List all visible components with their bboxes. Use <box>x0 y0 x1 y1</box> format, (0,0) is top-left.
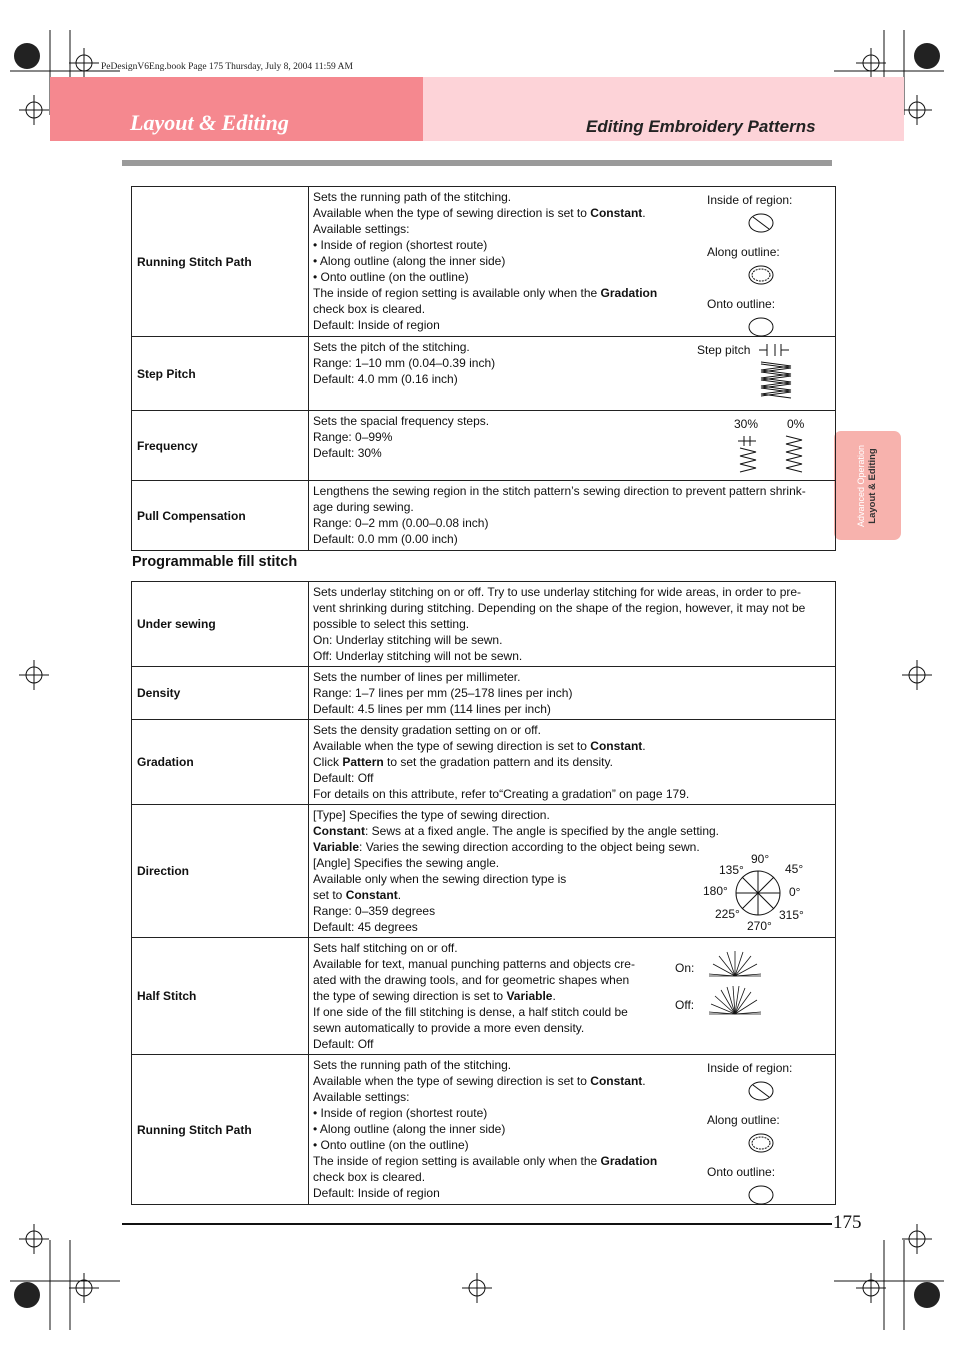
figure-label: Onto outline: <box>707 297 776 311</box>
step-pitch-figure <box>697 342 750 358</box>
half-stitch-off-icon <box>707 986 763 1016</box>
figure-label: Inside of region: <box>707 1061 793 1075</box>
desc-line: vent shrinking during stitching. Depending on the shape of the region, however, it may not be <box>313 601 806 615</box>
desc-line: Sets the running path of the stitching. <box>313 190 512 204</box>
angle-label: 45° <box>785 862 804 876</box>
angle-label: 135° <box>719 863 744 877</box>
desc-line: Default: Off <box>313 771 374 785</box>
desc-line: • Along outline (along the inner side) <box>313 254 506 268</box>
figure-label: Along outline: <box>707 245 780 259</box>
desc-line: Sets the pitch of the stitching. <box>313 340 470 354</box>
desc-line: Sets underlay stitching on or off. Try to use underlay stitching for wide areas, in order to pre- <box>313 585 802 599</box>
running-path-figure <box>707 192 792 338</box>
desc-line: Default: Inside of region <box>313 318 440 332</box>
angle-label: 90° <box>751 852 770 866</box>
angle-label: 270° <box>747 919 772 933</box>
step-pitch-icon <box>757 342 797 404</box>
top-rule <box>122 160 832 166</box>
desc-line: Default: 4.5 lines per mm (114 lines per inch) <box>313 702 551 716</box>
attribute-name: Running Stitch Path <box>132 187 309 337</box>
desc-line: Lengthens the sewing region in the stitch pattern’s sewing direction to prevent pattern shrink- <box>313 484 806 498</box>
desc-line: The inside of region setting is available only when the Gradation <box>313 1154 658 1168</box>
desc-line: Click Pattern to set the gradation pattern and its density. <box>313 755 613 769</box>
desc-line: The inside of region setting is available only when the Gradation <box>313 286 658 300</box>
figure-label: 30% <box>734 417 759 431</box>
desc-line: Off: Underlay stitching will not be sewn. <box>313 649 523 663</box>
along-outline-icon <box>747 264 777 286</box>
onto-outline-icon <box>747 316 777 338</box>
table-row <box>132 481 836 551</box>
along-outline-icon <box>747 1132 777 1154</box>
attribute-name: Step Pitch <box>132 337 309 411</box>
direction-figure <box>703 851 813 935</box>
desc-line: Sets the running path of the stitching. <box>313 1058 512 1072</box>
attribute-name: Under sewing <box>132 582 309 667</box>
desc-line: Range: 1–10 mm (0.04–0.39 inch) <box>313 356 496 370</box>
inside-region-icon <box>747 212 777 234</box>
desc-line: possible to select this setting. <box>313 617 470 631</box>
figure-label: Step pitch <box>697 343 751 357</box>
side-tab-line2: Layout & Editing <box>867 448 878 524</box>
desc-line: Range: 1–7 lines per mm (25–178 lines per inch) <box>313 686 573 700</box>
bottom-rule <box>122 1223 832 1225</box>
table-row <box>132 805 836 938</box>
figure-label: Off: <box>675 998 695 1012</box>
desc-line: • Inside of region (shortest route) <box>313 238 488 252</box>
half-stitch-figure <box>675 950 785 1020</box>
desc-line: Sets half stitching on or off. <box>313 941 458 955</box>
desc-line: Available when the type of sewing direction is set to Constant. <box>313 206 646 220</box>
desc-line: Default: 45 degrees <box>313 920 418 934</box>
desc-line: For details on this attribute, refer to“Creating a gradation” on page 179. <box>313 787 690 801</box>
desc-line: Sets the density gradation setting on or off. <box>313 723 541 737</box>
frequency-icon <box>734 434 814 476</box>
desc-line: Variable: Varies the sewing direction according to the object being sewn. <box>313 840 700 854</box>
subheading: Programmable fill stitch <box>132 554 298 570</box>
desc-line: [Type] Specifies the type of sewing direction. <box>313 808 550 822</box>
attribute-name: Gradation <box>132 720 309 805</box>
desc-line: Range: 0–99% <box>313 430 393 444</box>
desc-line: Default: Inside of region <box>313 1186 440 1200</box>
page-number: 175 <box>833 1212 862 1233</box>
programmable-fill-table <box>131 581 836 1205</box>
table-row <box>132 187 836 337</box>
attribute-name: Direction <box>132 805 309 938</box>
figure-label: On: <box>675 961 695 975</box>
desc-line: Default: 30% <box>313 446 382 460</box>
desc-line: the type of sewing direction is set to Variable. <box>313 989 556 1003</box>
angle-label: 0° <box>789 885 801 899</box>
desc-line: Sets the spacial frequency steps. <box>313 414 490 428</box>
desc-line: Range: 0–2 mm (0.00–0.08 inch) <box>313 516 489 530</box>
table-row <box>132 1055 836 1205</box>
figure-label: Inside of region: <box>707 193 793 207</box>
angle-label: 180° <box>703 884 728 898</box>
file-info: PeDesignV6Eng.book Page 175 Thursday, July 8, 2004 11:59 AM <box>101 62 353 72</box>
table-row <box>132 938 836 1055</box>
attribute-name: Running Stitch Path <box>132 1055 309 1205</box>
desc-line: Available settings: <box>313 222 410 236</box>
desc-line: ated with the drawing tools, and for geometric shapes when <box>313 973 630 987</box>
figure-label: Along outline: <box>707 1113 780 1127</box>
desc-line: Constant: Sews at a fixed angle. The angle is specified by the angle setting. <box>313 824 719 838</box>
desc-line: • Inside of region (shortest route) <box>313 1106 488 1120</box>
desc-line: check box is cleared. <box>313 302 426 316</box>
desc-line: Default: 0.0 mm (0.00 inch) <box>313 532 458 546</box>
figure-label: Onto outline: <box>707 1165 776 1179</box>
angle-label: 315° <box>779 908 804 922</box>
desc-line: Default: Off <box>313 1037 374 1051</box>
desc-line: sewn automatically to provide a more even density. <box>313 1021 585 1035</box>
desc-line: • Onto outline (on the outline) <box>313 270 469 284</box>
desc-line: Default: 4.0 mm (0.16 inch) <box>313 372 458 386</box>
desc-line: check box is cleared. <box>313 1170 426 1184</box>
chapter-title: Editing Embroidery Patterns <box>586 117 816 136</box>
side-tab[interactable] <box>834 431 901 540</box>
section-title: Layout & Editing <box>130 110 289 135</box>
onto-outline-icon <box>747 1184 777 1206</box>
attribute-name: Frequency <box>132 411 309 481</box>
table-row <box>132 667 836 720</box>
desc-line: Available only when the sewing direction type is <box>313 872 567 886</box>
running-path-figure <box>707 1060 792 1206</box>
attribute-name: Density <box>132 667 309 720</box>
angle-label: 225° <box>715 907 740 921</box>
side-tab-line1: Advanced Operation <box>856 444 866 528</box>
desc-line: • Onto outline (on the outline) <box>313 1138 469 1152</box>
desc-line: Sets the number of lines per millimeter. <box>313 670 521 684</box>
desc-line: Range: 0–359 degrees <box>313 904 436 918</box>
table-row <box>132 411 836 481</box>
inside-region-icon <box>747 1080 777 1102</box>
desc-line: Available for text, manual punching patterns and objects cre- <box>313 957 635 971</box>
half-stitch-on-icon <box>707 950 763 978</box>
desc-line: • Along outline (along the inner side) <box>313 1122 506 1136</box>
table-row <box>132 582 836 667</box>
desc-line: If one side of the fill stitching is dense, a half stitch could be <box>313 1005 628 1019</box>
desc-line: Available when the type of sewing direction is set to Constant. <box>313 739 646 753</box>
desc-line: age during sewing. <box>313 500 414 514</box>
figure-label: 0% <box>787 417 805 431</box>
stitch-attributes-table <box>131 186 836 551</box>
desc-line: On: Underlay stitching will be sewn. <box>313 633 503 647</box>
desc-line: Available settings: <box>313 1090 410 1104</box>
table-row <box>132 337 836 411</box>
attribute-name: Pull Compensation <box>132 481 309 551</box>
table-row <box>132 720 836 805</box>
attribute-name: Half Stitch <box>132 938 309 1055</box>
desc-line: [Angle] Specifies the sewing angle. <box>313 856 500 870</box>
desc-line: set to Constant. <box>313 888 402 902</box>
desc-line: Available when the type of sewing direction is set to Constant. <box>313 1074 646 1088</box>
